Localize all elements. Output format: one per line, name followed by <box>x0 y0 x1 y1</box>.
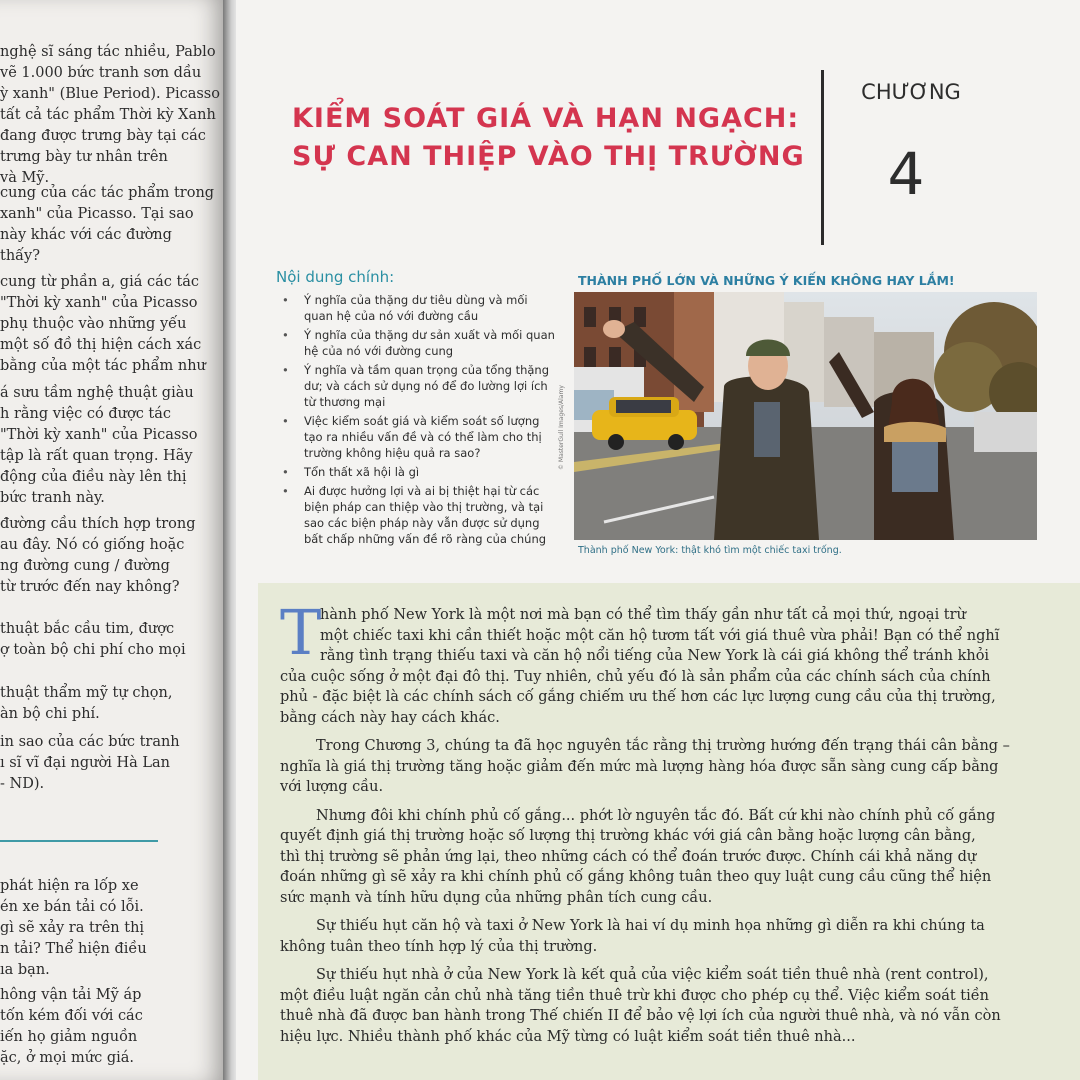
body-paragraph <box>280 736 1010 798</box>
body-line: Nhưng đôi khi chính phủ cố gắng... phớt lờ nguyên tắc đó. Bất cứ khi nào chính phủ cố gắng <box>316 807 996 824</box>
left-text-line: ợ toàn bộ chi phí cho mọi <box>0 642 186 658</box>
left-text-line: thuật thẩm mỹ tự chọn, <box>0 685 173 701</box>
left-text-line: tốn kém đối với các <box>0 1008 143 1024</box>
left-text-line: và Mỹ. <box>0 170 50 186</box>
chapter-divider <box>821 70 824 245</box>
left-text-line: tập là rất quan trọng. Hãy <box>0 448 193 464</box>
book-gutter <box>223 0 237 1080</box>
body-paragraph <box>280 916 1006 957</box>
body-line: Trong Chương 3, chúng ta đã học nguyên tắc rằng thị trường hướng đến trạng thái cân bằng – <box>316 738 1010 754</box>
left-text-line: vẽ 1.000 bức tranh sơn dầu <box>0 65 202 81</box>
left-text-line: trưng bày tư nhân trên <box>0 149 168 165</box>
left-text-block <box>0 383 205 509</box>
body-paragraph <box>280 605 1006 728</box>
body-paragraph <box>280 965 1006 1047</box>
left-text-line: thuật bắc cầu tim, được <box>0 621 175 637</box>
left-text-line: phụ thuộc vào những yếu <box>0 316 187 332</box>
left-text-line: đang được trưng bày tại các <box>0 128 206 144</box>
contents-item: • Việc kiểm soát giá và kiểm soát số lượng tạo ra nhiều vấn đề và có thể làm cho thị trường không hiệu quả ra sao? <box>282 413 557 461</box>
photo-credit: © MasterGull Images/Alamy <box>558 385 565 470</box>
left-text-line: hông vận tải Mỹ áp <box>0 987 142 1003</box>
right-page <box>236 0 1080 1080</box>
left-text-line: nghệ sĩ sáng tác nhiều, Pablo <box>0 44 216 60</box>
left-text-block <box>0 732 205 795</box>
left-text-line: bức tranh này. <box>0 490 105 506</box>
left-text-line: thấy? <box>0 248 41 264</box>
left-text-line: cung từ phần a, giá các tác <box>0 274 200 290</box>
body-line: một điều luật ngăn cản chủ nhà tăng tiền thuê trừ khi được cho phép cụ thể. Việc kiểm soát tiền <box>280 987 990 1004</box>
body-line: rằng tình trạng thiếu taxi và căn hộ nổi tiếng của New York là cái giá không thể tránh khỏi <box>320 648 990 664</box>
left-text-line: ıa bạn. <box>0 962 50 978</box>
body-line: thì thị trường sẽ phản ứng lại, theo những cách có thể đoán trước được. Chính cái khả năng dự <box>280 848 977 865</box>
section-divider <box>0 840 158 842</box>
contents-item: • Ai được hưởng lợi và ai bị thiệt hại từ các biện pháp can thiệp vào thị trường, và tại sao các biện pháp này vẫn được sử dụng bất chấp những vấn đề rõ ràng của chúng <box>282 483 557 547</box>
left-text-line: phát hiện ra lốp xe <box>0 878 139 894</box>
left-text-line: bằng của một tác phẩm như <box>0 358 206 374</box>
left-text-line: àn bộ chi phí. <box>0 706 100 722</box>
left-text-line: cung của các tác phẩm trong <box>0 185 215 201</box>
left-text-line: én xe bán tải có lỗi. <box>0 899 144 915</box>
left-text-line: ı sĩ vĩ đại người Hà Lan <box>0 755 170 771</box>
contents-heading: Nội dung chính: <box>276 268 395 286</box>
left-text-line: tất cả tác phẩm Thời kỳ Xanh <box>0 107 216 123</box>
drop-cap: T <box>280 596 322 669</box>
left-text-line: n tải? Thể hiện điều <box>0 941 147 957</box>
chapter-title-line: SỰ CAN THIỆP VÀO THỊ TRƯỜNG <box>292 141 805 172</box>
photo-caption: Thành phố New York: thật khó tìm một chiếc taxi trống. <box>578 545 842 556</box>
left-text-line: ỳ xanh" (Blue Period). Picasso <box>0 86 220 102</box>
left-text-line: ng đường cung / đường <box>0 558 170 574</box>
chapter-number: 4 <box>887 140 925 208</box>
left-text-block <box>0 42 220 189</box>
contents-item: • Ý nghĩa và tầm quan trọng của tổng thặng dư; và cách sử dụng nó để đo lường lợi ích từ thương mại <box>282 362 557 410</box>
contents-item: • Ý nghĩa của thặng dư sản xuất và mối quan hệ của nó với đường cung <box>282 327 557 359</box>
body-line: phủ - đặc biệt là các chính sách cố gắng chiếm ưu thế hơn các lực lượng cung cầu của thị trường, <box>280 689 996 705</box>
left-text-line: "Thời kỳ xanh" của Picasso <box>0 427 198 443</box>
contents-item: • Tổn thất xã hội là gì <box>282 464 557 480</box>
body-line: Sự thiếu hụt căn hộ và taxi ở New York là hai ví dụ minh họa những gì diễn ra khi chúng ta <box>316 918 985 934</box>
left-text-block <box>0 683 205 725</box>
left-text-line: một số đồ thị hiện cách xác <box>0 337 202 353</box>
street-photo <box>574 292 1037 540</box>
body-line: sức mạnh và tính hữu dụng của những phân tích cung cầu. <box>280 889 713 906</box>
left-text-line: ặc, ở mọi mức giá. <box>0 1050 135 1066</box>
left-text-line: này khác với các đường <box>0 227 172 243</box>
left-text-line: au đây. Nó có giống hoặc <box>0 537 185 553</box>
body-line: nghĩa là giá thị trường tăng hoặc giảm đến mức mà lượng hàng hóa được sẵn sàng cung cấp bằng <box>280 758 999 775</box>
left-text-block <box>0 272 205 377</box>
body-line: quyết định giá thị trường hoặc số lượng thị trường khác với giá cân bằng hoặc lượng cân bằng, <box>280 828 976 844</box>
body-line: hiệu lực. Nhiều thành phố khác của Mỹ từng có luật kiểm soát tiền thuê nhà... <box>280 1028 856 1045</box>
body-line: đoán những gì sẽ xảy ra khi chính phủ cố gắng không tuân theo quy luật cung cầu cũng thể hiện <box>280 869 992 885</box>
body-line: với lượng cầu. <box>280 779 384 795</box>
photo-heading: THÀNH PHỐ LỚN VÀ NHỮNG Ý KIẾN KHÔNG HAY LẮM! <box>578 273 955 288</box>
left-text-line: h rằng việc có được tác <box>0 406 172 422</box>
body-line: một chiếc taxi khi cần thiết hoặc một căn hộ tươm tất với giá thuê vừa phải! Bạn có thể nghĩ <box>320 627 1000 644</box>
body-line: của cuộc sống ở một đại đô thị. Tuy nhiên, chủ yếu đó là sản phẩm của các chính sách của chính <box>280 668 991 685</box>
contents-item: • Ý nghĩa của thặng dư tiêu dùng và mối quan hệ của nó với đường cầu <box>282 292 557 324</box>
body-line: không tuân theo tính hợp lý của thị trường. <box>280 938 598 955</box>
intro-text <box>280 605 1010 1047</box>
left-text-line: xanh" của Picasso. Tại sao <box>0 206 194 222</box>
left-text-block <box>0 183 215 267</box>
left-text-line: động của điều này lên thị <box>0 469 187 485</box>
left-text-line: gì sẽ xảy ra trên thị <box>0 920 145 936</box>
chapter-label: CHƯƠNG <box>861 80 961 104</box>
contents-list <box>282 292 557 550</box>
left-text-line: in sao của các bức tranh <box>0 734 180 750</box>
left-text-line: á sưu tầm nghệ thuật giàu <box>0 385 194 401</box>
body-line: Sự thiếu hụt nhà ở của New York là kết quả của việc kiểm soát tiền thuê nhà (rent control), <box>316 967 989 983</box>
left-text-line: iến họ giảm nguồn <box>0 1029 138 1045</box>
chapter-title-line: KIỂM SOÁT GIÁ VÀ HẠN NGẠCH: <box>292 103 800 134</box>
body-paragraph <box>280 806 1006 909</box>
body-line: bằng cách này hay cách khác. <box>280 709 500 726</box>
left-text-line: "Thời kỳ xanh" của Picasso <box>0 295 198 311</box>
left-text-line: từ trước đến nay không? <box>0 579 180 595</box>
left-page <box>0 0 225 1080</box>
street-photo-illustration <box>574 292 1037 540</box>
left-text-line: đường cầu thích hợp trong <box>0 516 196 532</box>
left-text-block <box>0 619 205 661</box>
body-line: hành phố New York là một nơi mà bạn có thể tìm thấy gần như tất cả mọi thứ, ngoại trừ <box>320 607 966 623</box>
left-text-block <box>0 514 205 598</box>
left-text-block <box>0 876 205 981</box>
left-text-line: - ND). <box>0 776 45 792</box>
chapter-title <box>292 100 812 176</box>
body-line: thuê nhà đã được ban hành trong Thế chiến II để bảo vệ lợi ích của người thuê nhà, và nó vẫn còn <box>280 1008 1001 1024</box>
left-text-block <box>0 985 205 1069</box>
